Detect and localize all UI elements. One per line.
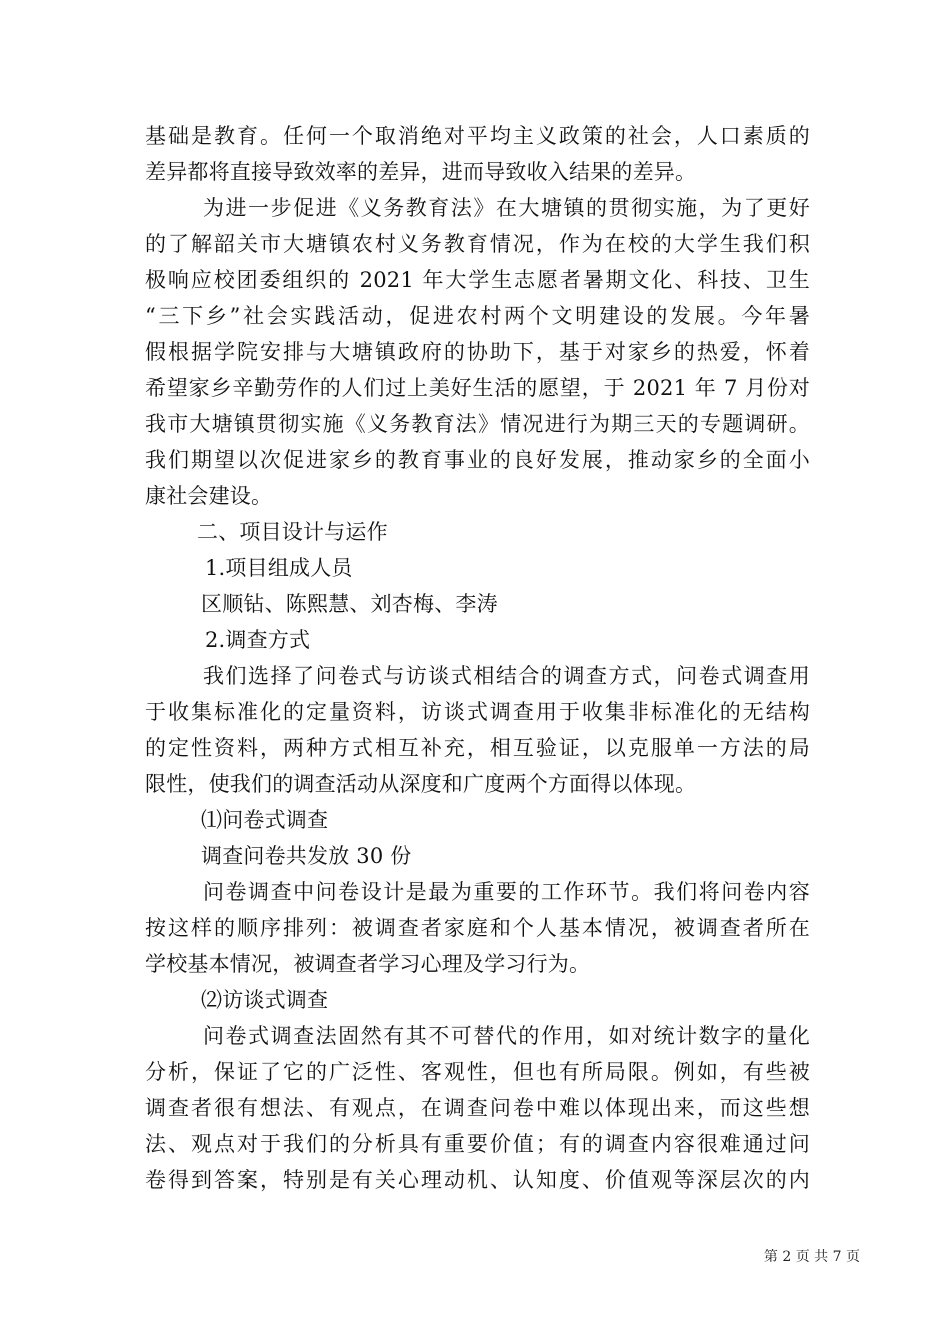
paragraph-line: 我市大塘镇贯彻实施《义务教育法》情况进行为期三天的专题调研。 [145, 412, 810, 436]
paragraph-line: “三下乡”社会实践活动，促进农村两个文明建设的发展。今年暑 [145, 304, 810, 328]
paragraph-line: 调查问卷共发放 30 份 [201, 844, 412, 868]
paragraph-line: 的定性资料，两种方式相互补充，相互验证，以克服单一方法的局 [145, 736, 810, 760]
paragraph-line: 假根据学院安排与大塘镇政府的协助下，基于对家乡的热爱，怀着 [145, 340, 810, 364]
paragraph-line: 康社会建设。 [145, 484, 273, 508]
subsection-heading: ⑵访谈式调查 [201, 988, 329, 1012]
paragraph-line: 调查者很有想法、有观点，在调查问卷中难以体现出来，而这些想 [145, 1096, 810, 1120]
team-members: 区顺钻、陈熙慧、刘杏梅、李涛 [201, 592, 498, 616]
paragraph-line: 极响应校团委组织的 2021 年大学生志愿者暑期文化、科技、卫生 [145, 268, 810, 292]
paragraph-line: 法、观点对于我们的分析具有重要价值；有的调查内容很难通过问 [145, 1132, 810, 1156]
paragraph-line: 我们期望以次促进家乡的教育事业的良好发展，推动家乡的全面小 [145, 448, 810, 472]
paragraph-line: 差异都将直接导致效率的差异，进而导致收入结果的差异。 [145, 160, 697, 184]
paragraph-line: 希望家乡辛勤劳作的人们过上美好生活的愿望，于 2021 年 7 月份对 [145, 376, 810, 400]
paragraph-line: 的了解韶关市大塘镇农村义务教育情况，作为在校的大学生我们积 [145, 232, 810, 256]
document-body [145, 118, 810, 1198]
paragraph-line: 分析，保证了它的广泛性、客观性，但也有所局限。例如，有些被 [145, 1060, 810, 1084]
subsection-heading: 1.项目组成人员 [205, 556, 353, 580]
section-heading: 二、项目设计与运作 [197, 520, 388, 544]
paragraph-line: 问卷调查中问卷设计是最为重要的工作环节。我们将问卷内容 [203, 880, 810, 904]
paragraph-line: 限性，使我们的调查活动从深度和广度两个方面得以体现。 [145, 772, 697, 796]
paragraph-line: 基础是教育。任何一个取消绝对平均主义政策的社会，人口素质的 [145, 124, 810, 148]
paragraph-line: 学校基本情况，被调查者学习心理及学习行为。 [145, 952, 591, 976]
subsection-heading: 2.调查方式 [205, 628, 311, 652]
page-number: 第 2 页 共 7 页 [763, 1249, 860, 1265]
paragraph-line: 卷得到答案，特别是有关心理动机、认知度、价值观等深层次的内 [145, 1168, 810, 1192]
paragraph-line: 问卷式调查法固然有其不可替代的作用，如对统计数字的量化 [203, 1024, 810, 1048]
paragraph-line: 于收集标准化的定量资料，访谈式调查用于收集非标准化的无结构 [145, 700, 810, 724]
subsection-heading: ⑴问卷式调查 [201, 808, 329, 832]
paragraph-line: 按这样的顺序排列：被调查者家庭和个人基本情况，被调查者所在 [145, 916, 810, 940]
paragraph-line: 为进一步促进《义务教育法》在大塘镇的贯彻实施，为了更好 [203, 196, 810, 220]
paragraph-line: 我们选择了问卷式与访谈式相结合的调查方式，问卷式调查用 [203, 664, 810, 688]
